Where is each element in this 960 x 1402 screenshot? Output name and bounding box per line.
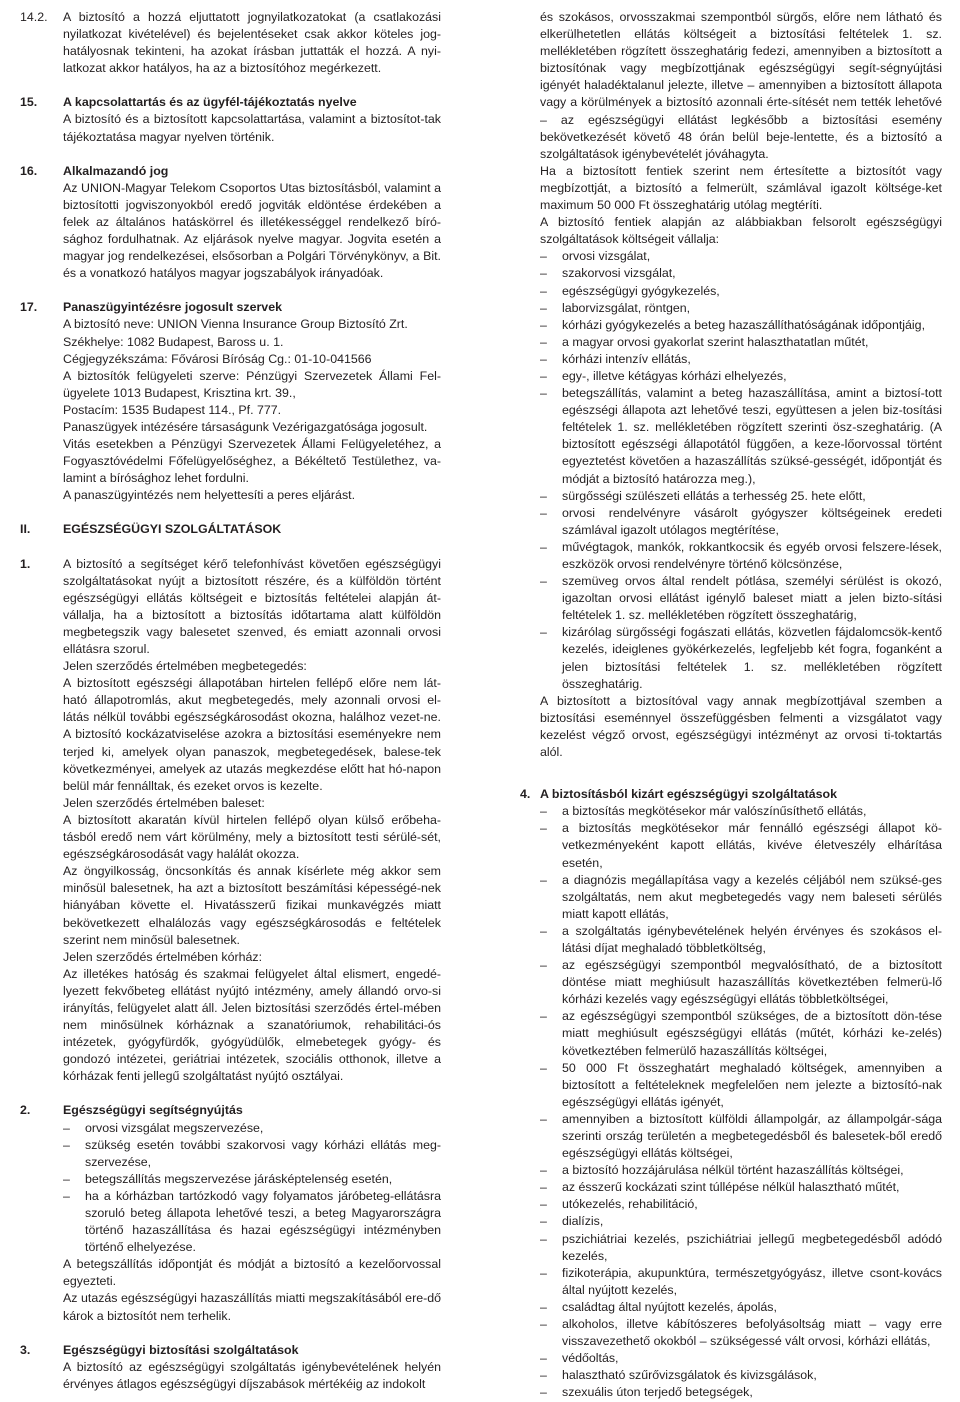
paragraph: A betegszállítás időpontját és módját a biztosító a kezelőorvossal egyezteti. — [63, 1257, 441, 1289]
section-number: 15. — [20, 95, 38, 110]
section-heading: A kapcsolattartás és az ügyfél-tájékoztatás nyelve — [63, 95, 357, 110]
list-item: – szexuális úton terjedő betegségek, — [540, 1384, 942, 1401]
paragraph: A panaszügyintézés nem helyettesíti a peres eljárást. — [63, 488, 356, 503]
paragraph: A biztosított a biztosítóval vagy annak megbízottjával szemben a biztosítási eseménnyel összefüggésben felmenti a vizsgálatot vagy kezelést végző orvost, egészségügyi intézményt az orvosi ti-toktartás alól. — [540, 693, 942, 760]
paragraph: és szokásos, orvosszakmai szempontból sürgős, előre nem látható és elkerülhetetlen ellátás költségeit a biztosítási feltételek 1. sz. mellékletében rögzített összeghatárig fedezi, amennyiben a biztosított a biztosítónak vagy megbízottjának egészségügyi segít-ségnyújtási igényét haladéktalanul jelezte, illetve – amennyiben a biztosított állapota vagy a körülmények a biztosító azonnali érte-sítését nem tették lehetővé – az egészségügyi ellátást legkésőbb a biztosítási esemény bekövetkezését követő 48 órán belül beje-lentette, és a biztosító a szolgáltatások igénybevételét jóváhagyta. — [540, 10, 942, 161]
list-item: – 50 000 Ft összeghatárt meghaladó költségek, amennyiben a biztosított a feltételeknek megfelelően nem jelezte a biztosító-nak egészségügyi ellátás igényét, — [540, 1060, 942, 1111]
list-item: – sürgősségi szülészeti ellátás a terhesség 25. hete előtt, — [540, 488, 942, 505]
section-number: 17. — [20, 300, 38, 315]
list-item: – orvosi vizsgálat megszervezése, — [63, 1120, 441, 1137]
paragraph: Cégjegyzékszáma: Fővárosi Bíróság Cg.: 01-10-041566 — [63, 351, 372, 366]
exclusions-list — [540, 803, 942, 1401]
paragraph: Az utazás egészségügyi hazaszállítás miatti megszakításából ere-dő károk a biztosítót nem terhelik. — [63, 1291, 441, 1323]
list-item: – ha a kórházban tartózkodó vagy folyamatos járóbeteg-ellátásra szoruló beteg állapota lehetővé teszi, a beteg Magyarországra történő hazaszállítása és hazai egészségügyi intézményben történő elhelyezése. — [63, 1188, 441, 1256]
paragraph: A biztosított akaratán kívül hirtelen fellépő olyan külső erőbeha-tásból eredő nem várt körülmény, mely a biztosított testi sérülé-sét, egészségkárosodását vagy halálát okozza. — [63, 812, 441, 862]
right-column — [520, 9, 942, 1402]
section-3 — [20, 1342, 441, 1393]
paragraph: A biztosított egészségi állapotában hirtelen fellépő előre nem lát-ható állapotromlás, akut megbetegedés, mely azonnali orvosi el-látás nélkül további egészségkárosodást okozna, halálhoz vezet-ne. A biztosító kockázatviselése azokra a biztosítási eseményekre nem terjed ki, amelyek olyan panaszok, megbetegedések, balese-tek következményei, amelyek az utazás megkezdése előtt hat hó-napon belül már fennálltak, és ezeket orvos is kezelte. — [63, 676, 441, 793]
section-number: 3. — [20, 1342, 31, 1357]
section-number: 1. — [20, 556, 31, 571]
list-item: – dialízis, — [540, 1213, 942, 1230]
list-item: – a szolgáltatás igénybevételének helyén érvényes és szokásos el-látási díjat meghaladó többletköltség, — [540, 923, 942, 957]
list-item: – védőoltás, — [540, 1350, 942, 1367]
list-item: – utókezelés, rehabilitáció, — [540, 1196, 942, 1213]
paragraph: Vitás esetekben a Pénzügyi Szervezetek Állami Felügyeletéhez, a Fogyasztóvédelmi Főfelügyelőséghez, a Békéltető Testülethez, va-lamint a bírósághoz lehet fordulni. — [63, 437, 441, 486]
paragraph: A biztosító az egészségügyi szolgáltatás igénybevételének helyén érvényes átlagos egészségügyi díjszabások mértékéig az indokolt — [63, 1359, 441, 1391]
section-number: 2. — [20, 1103, 31, 1118]
list-item: – a biztosító hozzájárulása nélkül történt hazaszállítás költségei, — [540, 1162, 942, 1179]
paragraph: Ha a biztosított fentiek szerint nem értesítette a biztosítót vagy megbízottját, a biztosító a felmerült, számlával igazolt költsége-ket maximum 50 000 Ft összeghatárig utólag megtéríti. — [540, 163, 942, 213]
list-item: – egészségügyi gyógykezelés, — [540, 283, 942, 300]
section-number: 16. — [20, 163, 38, 178]
section-2 — [20, 1102, 441, 1324]
section-heading: Alkalmazandó jog — [63, 163, 169, 178]
section-17 — [20, 299, 441, 504]
paragraph: Jelen szerződés értelmében baleset: — [63, 795, 265, 810]
section-1 — [20, 556, 441, 1086]
list-item: – az ésszerű kockázati szint túllépése nélkül halasztható műtét, — [540, 1179, 942, 1196]
section-heading: Panaszügyintézésre jogosult szervek — [63, 300, 282, 315]
paragraph: Panaszügyek intézésére társaságunk Vezérigazgatósága jogosult. — [63, 419, 428, 434]
section-ii — [20, 521, 441, 538]
left-column — [20, 9, 441, 1393]
list-item: – pszichiátriai kezelés, pszichiátriai jellegű megbetegedésből adódó kezelés, — [540, 1231, 942, 1265]
list-item: – az egészségügyi szempontból megvalósítható, de a biztosított döntése miatt meghiúsult hazaszállítás következtében felmerü-lő kórházi kezelés vagy egészségügyi ellátás többletköltségei, — [540, 957, 942, 1008]
list-item: – orvosi vizsgálat, — [540, 248, 942, 265]
paragraph: Az UNION-Magyar Telekom Csoportos Utas biztosításból, valamint a biztosítotti jogviszonyokból eredő jogviták eldöntése érdekében a felek az általános hatáskörrel és illetékességgel rendelkező bíró-sághoz fordulhatnak. Az eljárások nyelve magyar. Jogvita esetén a magyar jog rendelkezései, elsősorban a Polgári Törvénykönyv, a Bit. és a vonatkozó hatályos magyar jogszabályok irányadóak. — [63, 180, 441, 281]
section-number: 4. — [520, 787, 531, 802]
paragraph: Az öngyilkosság, öncsonkítás és annak kísérlete még akkor sem minősül balesetnek, ha azt a biztosított beszámítási képességé-nek hiányában követte el. Hivatásszerű fizikai munkavégzés miatt bekövetkezett elhalálozás vagy egészségkárosodás e feltételek szerint nem minősül balesetnek. — [63, 864, 441, 947]
list-item: – a biztosítás megkötésekor már fennálló egészségi állapot kö-vetkezményeként kapott ellátás, kivéve életveszély elhárítása esetén, — [540, 820, 942, 871]
list-item: – szakorvosi vizsgálat, — [540, 265, 942, 282]
list-item: – fizikoterápia, akupunktúra, természetgyógyász, illetve csont-kovács által nyújtott kezelés, — [540, 1265, 942, 1299]
section-4 — [520, 786, 942, 1401]
list-item: – kórházi gyógykezelés a beteg hazaszállíthatóságának időpontjáig, — [540, 317, 942, 334]
list-item: – a diagnózis megállapítása vagy a kezelés céljából nem szüksé-ges szolgáltatás, nem akut megbetegedés vagy nem baleseti sérülés miatt kapott ellátás, — [540, 872, 942, 923]
services-list — [540, 248, 942, 692]
section-heading: Egészségügyi segítségnyújtás — [63, 1103, 243, 1118]
paragraph: A biztosító fentiek alapján az alábbiakban felsorolt egészségügyi szolgáltatások költségeit vállalja: — [540, 215, 942, 247]
section-heading: Egészségügyi biztosítási szolgáltatások — [63, 1342, 299, 1357]
paragraph: Postacím: 1535 Budapest 114., Pf. 777. — [63, 402, 282, 417]
paragraph: Jelen szerződés értelmében megbetegedés: — [63, 659, 307, 674]
list-item: – művégtagok, mankók, rokkantkocsik és egyéb orvosi felszere-lések, eszközök orvosi rendelvényre történő kölcsönzése, — [540, 539, 942, 573]
list-item: – szemüveg orvos által rendelt pótlása, személyi sérülést is okozó, igazoltan orvosi ellátást igénylő baleset miatt a jelen bizto-sítási feltételek 1. sz. mellékletében rögzített összeghatárig, — [540, 573, 942, 624]
list-item: – a biztosítás megkötésekor már valószínűsíthető ellátás, — [540, 803, 942, 820]
paragraph: Az illetékes hatóság és szakmai felügyelet által elismert, engedé-lyezett fekvőbeteg ellátást nyújtó intézmény, amely állandó orvo-si irányítás, felügyelet alatt áll. Jelen biztosítási szerződés értel-mében nem minősülnek kórháznak a szanatóriumok, rehabilitáci-ós intézetek, gyógyfürdők, gyógyüdülők, elmebetegek gyógy- és gondozó intézetei, geriátriai intézetek, szociális otthonok, illetve a kórházak fenti jellegű szolgáltatást nyújtó osztályai. — [63, 966, 441, 1084]
list-item: – halasztható szűrővizsgálatok és kivizsgálások, — [540, 1367, 942, 1384]
section-heading: A biztosításból kizárt egészségügyi szolgáltatások — [540, 787, 837, 802]
list-item: – kórházi intenzív ellátás, — [540, 351, 942, 368]
paragraph: A biztosító a hozzá eljuttatott jognyilatkozatokat (a csatlakozási nyilatkozat kivételével) és bejelentéseket csak akkor köteles jog-hatályosnak tekinteni, ha azokat írásban juttatták el hozzá. A nyi-latkozat akkor hatályos, ha az a biztosítóhoz megérkezett. — [63, 10, 441, 76]
section-15 — [20, 94, 441, 145]
list-item: – egy-, illetve kétágyas kórházi elhelyezés, — [540, 368, 942, 385]
section-16 — [20, 163, 441, 283]
dash-list — [63, 1120, 441, 1257]
paragraph: Székhelye: 1082 Budapest, Baross u. 1. — [63, 334, 284, 349]
list-item: – betegszállítás megszervezése járásképtelenség esetén, — [63, 1171, 441, 1188]
list-item: – amennyiben a biztosított külföldi állampolgár, az állampolgár-sága szerinti ország területén a megbetegedésből és balesetek-ből eredő egészségügyi ellátás költségei, — [540, 1111, 942, 1162]
section-heading: EGÉSZSÉGÜGYI SZOLGÁLTATÁSOK — [63, 522, 282, 537]
list-item: – szükség esetén további szakorvosi vagy kórházi ellátás meg-szervezése, — [63, 1137, 441, 1171]
list-item: – az egészségügyi szempontból szükséges, de a biztosított dön-tése miatt meghiúsult egészségügyi ellátás (műtét, kórházi ke-zelés) következtében felmerülő hazaszállítás költségei, — [540, 1008, 942, 1059]
section-number: 14.2. — [20, 10, 48, 24]
list-item: – orvosi rendelvényre vásárolt gyógyszer költségeinek eredeti számlával igazolt utólagos megtérítése, — [540, 505, 942, 539]
list-item: – családtag által nyújtott kezelés, ápolás, — [540, 1299, 942, 1316]
list-item: – laborvizsgálat, röntgen, — [540, 300, 942, 317]
paragraph: A biztosító a segítséget kérő telefonhívást követően egészségügyi szolgáltatásokat nyújt a biztosított részére, és a külföldön történt egészségügyi ellátás költségeit e biztosítás feltételei alapján át-vállalja, ha a biztosított a biztosítás időtartama alatt külföldön megbetegszik vagy balesetet szenved, és emiatt azonnali orvosi ellátásra szorul. — [63, 556, 441, 656]
section-14-2 — [20, 9, 441, 77]
section-number: II. — [20, 522, 31, 537]
paragraph: A biztosítók felügyeleti szerve: Pénzügyi Szervezetek Állami Fel-ügyelete 1013 Budapest, Krisztina krt. 39., — [63, 368, 441, 400]
paragraph: A biztosító és a biztosított kapcsolattartása, valamint a biztosítot-tak tájékoztatása magyar nyelven történik. — [63, 112, 441, 144]
paragraph: Jelen szerződés értelmében kórház: — [63, 949, 263, 964]
list-item: – alkoholos, illetve kábítószeres befolyásoltság miatt – vagy erre visszavezethető okokból – szükségessé vált orvosi, kórházi ellátás, — [540, 1316, 942, 1350]
list-item: – a magyar orvosi gyakorlat szerint halaszthatatlan műtét, — [540, 334, 942, 351]
list-item: – betegszállítás, valamint a beteg hazaszállítása, amint a biztosí-tott egészségi állapota azt lehetővé teszi, együttesen a jelen biz-tosítási feltételek 1. sz. mellékletében rögzített szerinti ösz-szeghatárig. (A biztosított egészségi állapotától függően, a keze-lőorvossal történt egyeztetést követően a hazaszállítás szüksé-gességét, időpontját és módját a biztosító határozza meg.), — [540, 385, 942, 488]
list-item: – kizárólag sürgősségi fogászati ellátás, közvetlen fájdalomcsök-kentő kezelés, ideiglenes gyökérkezelés, legfeljebb két fogra, foganként a jelen biztosítási feltételek 1. sz. mellékletében rögzített összeghatárig. — [540, 624, 942, 692]
paragraph: A biztosító neve: UNION Vienna Insurance Group Biztosító Zrt. — [63, 317, 408, 332]
